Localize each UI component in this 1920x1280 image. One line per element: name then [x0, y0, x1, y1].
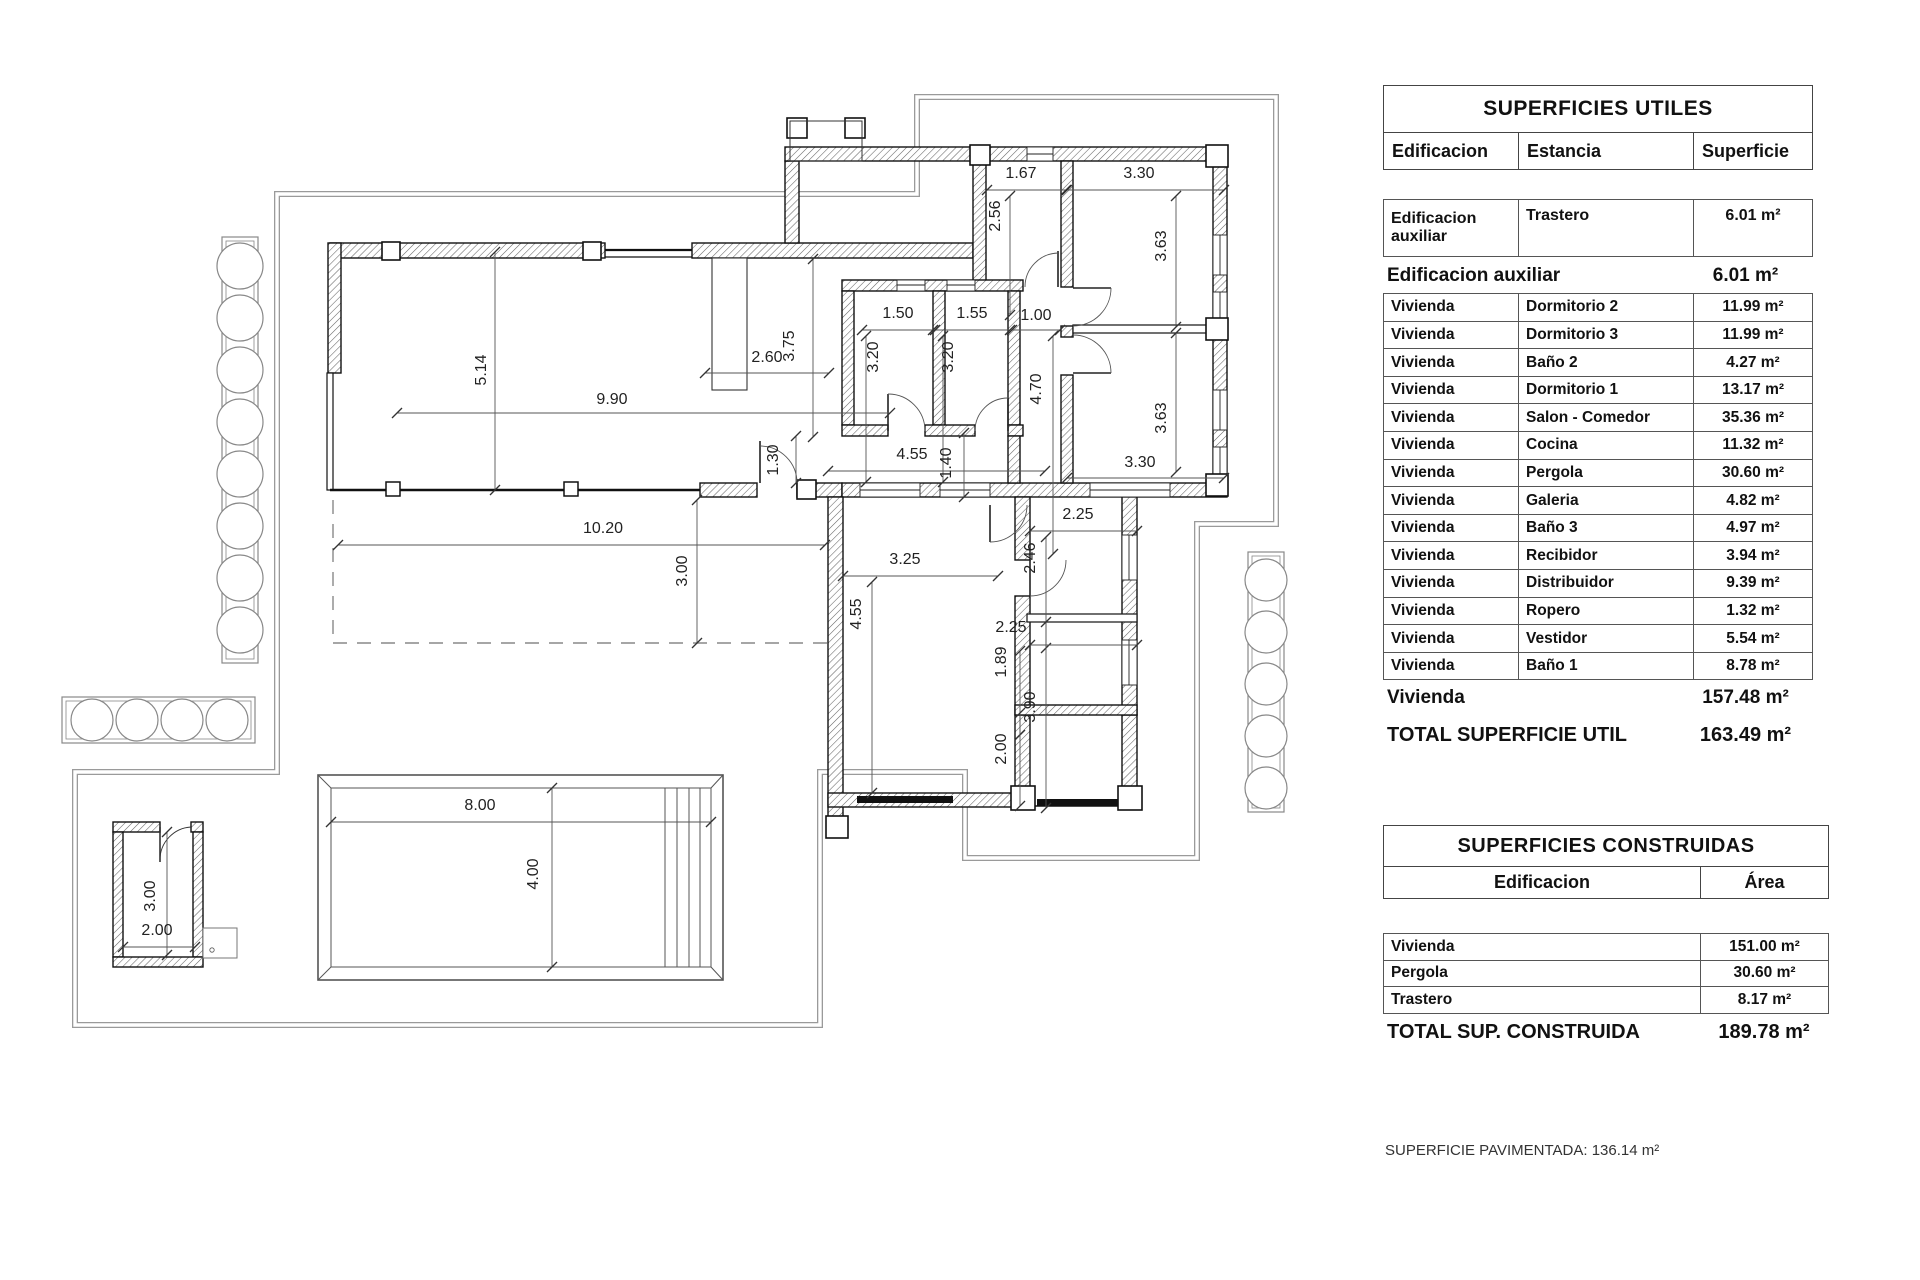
table-cell: Vivienda: [1383, 514, 1519, 543]
table-row: [1383, 431, 1813, 460]
salon-skylight: [712, 258, 747, 390]
dimension-label: 2.60: [751, 349, 783, 366]
dimension-label: 3.90: [1022, 691, 1039, 723]
subtotal-vivienda: Vivienda 157.48 m²: [1387, 687, 1789, 709]
table-cell: 30.60 m²: [1693, 459, 1813, 488]
table-cell: Vivienda: [1383, 459, 1519, 488]
pergola-top-wall: [330, 243, 605, 258]
table-row: [1383, 486, 1813, 515]
table-header: [1383, 866, 1829, 899]
cell-superficie: 6.01 m²: [1693, 199, 1813, 257]
ne-wing-top-wall: [785, 147, 1227, 161]
table-cell: 30.60 m²: [1700, 960, 1829, 988]
pergola-open-edges: [327, 250, 700, 496]
table-cell: 11.99 m²: [1693, 321, 1813, 350]
dimension-label: 4.55: [896, 446, 928, 463]
table-cell: Vivienda: [1383, 431, 1519, 460]
dimension-label: 3.00: [142, 880, 159, 912]
pergola-left-wall: [328, 243, 341, 373]
table-gap: [1383, 170, 1813, 200]
table-cell: 8.17 m²: [1700, 986, 1829, 1014]
dimension-label: 3.00: [674, 555, 691, 587]
dimension-label: 2.25: [1062, 506, 1094, 523]
dimension-label: 3.75: [781, 330, 798, 362]
dimension-label: 4.55: [848, 598, 865, 630]
table-superficies-utiles: [1383, 85, 1813, 755]
dimension-label: 5.14: [473, 354, 490, 386]
dimension-label: 3.25: [889, 551, 921, 568]
table-row: [1383, 933, 1829, 961]
table-cell: 13.17 m²: [1693, 376, 1813, 405]
wing-west-wall: [828, 497, 843, 830]
table-title: SUPERFICIES CONSTRUIDAS: [1383, 825, 1829, 867]
vestidor-left-wall: [973, 161, 986, 283]
dimension-label: 1.00: [1020, 307, 1052, 324]
column-header: Estancia: [1518, 132, 1694, 170]
cell-edificacion: Edificacion auxiliar: [1383, 199, 1519, 257]
interior-thin-walls: [1027, 325, 1213, 622]
dimension-label: 2.56: [987, 200, 1004, 232]
table-row: [1383, 960, 1829, 988]
dimension-label: 1.89: [993, 646, 1010, 678]
table-row: [1383, 376, 1813, 405]
table-cell: 4.82 m²: [1693, 486, 1813, 515]
table-cell: 11.32 m²: [1693, 431, 1813, 460]
dimension-label: 1.67: [1005, 165, 1037, 182]
total-superficie-util: TOTAL SUPERFICIE UTIL 163.49 m²: [1387, 724, 1792, 747]
dimension-label: 8.00: [464, 797, 496, 814]
column-header: Área: [1700, 866, 1829, 899]
table-cell: Dormitorio 2: [1518, 293, 1694, 322]
table-cell: Vivienda: [1383, 652, 1519, 681]
table-cell: Baño 3: [1518, 514, 1694, 543]
tree-row-right: [1245, 552, 1287, 812]
table-cell: 3.94 m²: [1693, 541, 1813, 570]
table-cell: Vivienda: [1383, 569, 1519, 598]
paved-surface-note: SUPERFICIE PAVIMENTADA: 136.14 m²: [1385, 1142, 1660, 1159]
table-cell: 4.27 m²: [1693, 348, 1813, 377]
dimension-label: 2.25: [995, 619, 1027, 636]
windows: [860, 147, 1227, 685]
dimension-label: 2.00: [141, 922, 173, 939]
table-row: [1383, 321, 1813, 350]
table-cell: Vestidor: [1518, 624, 1694, 653]
table-cell: Vivienda: [1383, 403, 1519, 432]
dimension-label: 3.20: [865, 341, 882, 373]
table-cell: Baño 1: [1518, 652, 1694, 681]
table-cell: Vivienda: [1383, 348, 1519, 377]
table-cell: 5.54 m²: [1693, 624, 1813, 653]
table-cell: Dormitorio 3: [1518, 321, 1694, 350]
table-row: [1383, 986, 1829, 1014]
dimension-label: 3.63: [1153, 230, 1170, 262]
table-cell: 1.32 m²: [1693, 597, 1813, 626]
aux-door: [160, 827, 191, 862]
tree-row-left: [217, 237, 263, 663]
table-title: SUPERFICIES UTILES: [1383, 85, 1813, 133]
dimension-label: 3.30: [1123, 165, 1155, 182]
swimming-pool: [318, 775, 723, 980]
dimension-label: 10.20: [582, 520, 624, 537]
table-cell: Distribuidor: [1518, 569, 1694, 598]
dimension-label: 9.90: [596, 391, 628, 408]
terrace-dashed-outline: [333, 500, 828, 643]
table-header: [1383, 132, 1813, 170]
table-cell: Recibidor: [1518, 541, 1694, 570]
dimension-label: 3.20: [940, 341, 957, 373]
column-header: Superficie: [1693, 132, 1813, 170]
table-cell: Dormitorio 1: [1518, 376, 1694, 405]
table-cell: 9.39 m²: [1693, 569, 1813, 598]
aux-porch-slab: [203, 928, 237, 958]
table-row: [1383, 459, 1813, 488]
table-row: [1383, 652, 1813, 681]
table-row: [1383, 348, 1813, 377]
table-row: [1383, 569, 1813, 598]
cell-estancia: Trastero: [1518, 199, 1694, 257]
table-cell: Salon - Comedor: [1518, 403, 1694, 432]
table-cell: Vivienda: [1383, 933, 1701, 961]
table-cell: Ropero: [1518, 597, 1694, 626]
table-body: [1383, 933, 1829, 1014]
table-row: [1383, 624, 1813, 653]
dimension-label: 4.70: [1028, 373, 1045, 405]
table-cell: Trastero: [1383, 986, 1701, 1014]
table-cell: Vivienda: [1383, 293, 1519, 322]
table-cell: Vivienda: [1383, 376, 1519, 405]
table-cell: 11.99 m²: [1693, 293, 1813, 322]
table-cell: Cocina: [1518, 431, 1694, 460]
table-cell: Pergola: [1518, 459, 1694, 488]
table-cell: 35.36 m²: [1693, 403, 1813, 432]
table-row: [1383, 293, 1813, 322]
column-header: Edificacion: [1383, 866, 1701, 899]
dimension-label: 4.00: [525, 858, 542, 890]
dimension-label: 1.40: [938, 447, 955, 479]
table-cell: Galeria: [1518, 486, 1694, 515]
table-body: [1383, 293, 1813, 680]
table-row: [1383, 403, 1813, 432]
table-cell: Vivienda: [1383, 624, 1519, 653]
table-cell: Pergola: [1383, 960, 1701, 988]
dimension-label: 1.55: [956, 305, 988, 322]
dimension-label: 3.30: [1124, 454, 1156, 471]
table-row: [1383, 597, 1813, 626]
table-row: [1383, 541, 1813, 570]
table-cell: 4.97 m²: [1693, 514, 1813, 543]
table-superficies-construidas: [1383, 825, 1829, 1052]
total-sup-construida: TOTAL SUP. CONSTRUIDA 189.78 m²: [1387, 1021, 1810, 1043]
table-gap: [1383, 899, 1829, 934]
dimension-label: 2.46: [1022, 542, 1039, 574]
dimension-label: 3.63: [1153, 402, 1170, 434]
dimension-label: 1.50: [882, 305, 914, 322]
dimension-label: 2.00: [993, 733, 1010, 765]
table-cell: Baño 2: [1518, 348, 1694, 377]
table-cell: Vivienda: [1383, 321, 1519, 350]
column-header: Edificacion: [1383, 132, 1519, 170]
auxiliary-building: [113, 822, 237, 967]
dimension-label: 1.30: [765, 444, 782, 476]
table-cell: Vivienda: [1383, 541, 1519, 570]
salon-north-wall: [692, 243, 973, 258]
tree-row-bottom: [62, 697, 255, 743]
table-row: [1383, 514, 1813, 543]
table-cell: 151.00 m²: [1700, 933, 1829, 961]
subtotal-aux: Edificacion auxiliar 6.01 m²: [1387, 264, 1779, 286]
table-cell: 8.78 m²: [1693, 652, 1813, 681]
table-row-aux: [1383, 199, 1813, 257]
table-cell: Vivienda: [1383, 597, 1519, 626]
table-cell: Vivienda: [1383, 486, 1519, 515]
